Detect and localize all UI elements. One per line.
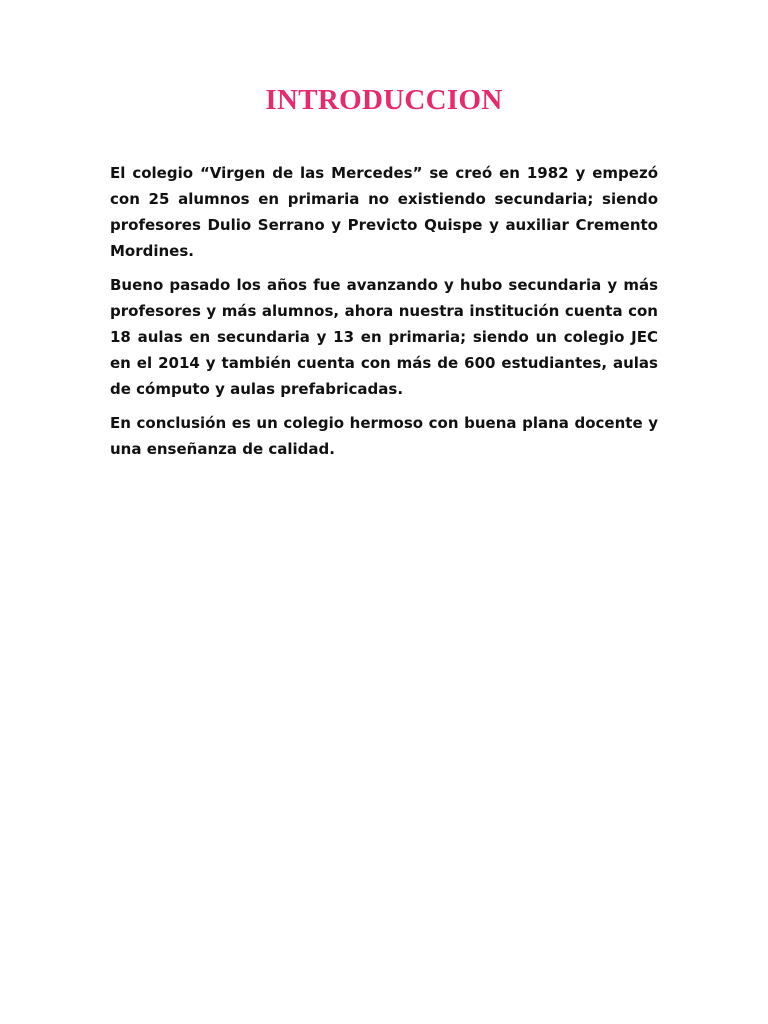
- paragraph-history: El colegio “Virgen de las Mercedes” se creó en 1982 y empezó con 25 alumnos en primaria no existiendo secundaria; siendo profesores Dulio Serrano y Previcto Quispe y auxiliar Cremento Mordines.: [110, 164, 658, 260]
- document-body: [110, 160, 658, 470]
- paragraph-growth: Bueno pasado los años fue avanzando y hubo secundaria y más profesores y más alumnos, ahora nuestra institución cuenta con 18 aulas en secundaria y 13 en primaria; siendo un colegio JEC en el 2014 y también cuenta con más de 600 estudiantes, aulas de cómputo y aulas prefabricadas.: [110, 276, 658, 398]
- paragraph-conclusion: En conclusión es un colegio hermoso con buena plana docente y una enseñanza de calidad.: [110, 414, 658, 458]
- page-title: INTRODUCCION: [265, 84, 503, 116]
